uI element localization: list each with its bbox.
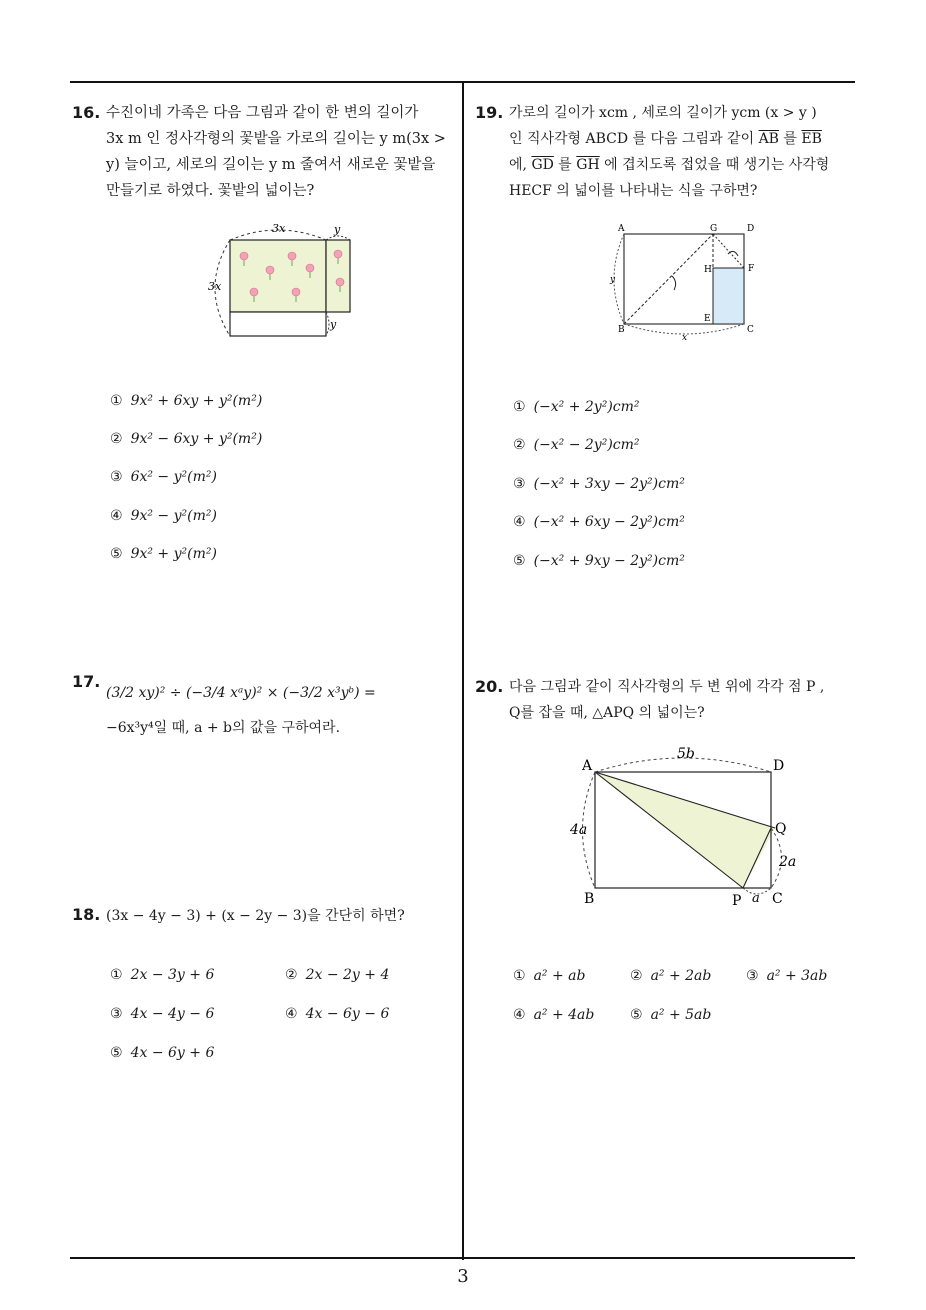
q16-top-label: 3x: [272, 222, 286, 235]
segment-gh: $\overline{GH}$: [576, 157, 600, 173]
q16-option-2[interactable]: [110, 431, 262, 447]
q19-label-y: y: [610, 275, 616, 285]
q19-label-a: A: [618, 224, 625, 234]
flower-icon: [240, 252, 248, 260]
option-mark: ④: [285, 1006, 298, 1022]
q19-option-4[interactable]: [513, 514, 685, 530]
q19-hecf: [713, 268, 744, 324]
option-text: 2x − 2y + 4: [305, 967, 390, 983]
option-text: 4x − 4y − 6: [130, 1006, 215, 1022]
option-mark: ③: [746, 968, 759, 984]
flower-icon: [266, 266, 274, 274]
q19-label-g: G: [710, 224, 718, 234]
option-mark: ①: [513, 968, 526, 984]
q20-option-4[interactable]: [513, 1007, 594, 1023]
option-text: 4x − 6y − 6: [305, 1006, 390, 1022]
q19-line3c: 에 겹치도록 접었을 때 생기는 사각형: [599, 157, 830, 173]
option-text: 4x − 6y + 6: [130, 1045, 215, 1061]
q19-label-h: H: [704, 265, 712, 275]
q20-line2: Q를 잡을 때, △APQ 의 넓이는?: [509, 705, 705, 721]
q20-option-2[interactable]: [630, 968, 711, 984]
q19-line2b: 를: [778, 131, 802, 147]
q16-removed-strip: [230, 312, 326, 336]
q19-option-1[interactable]: [513, 399, 640, 415]
q19-label-b: B: [618, 325, 625, 335]
q18-text: (3x − 4y − 3) + (x − 2y − 3)을 간단히 하면?: [106, 908, 405, 924]
q16-text: [106, 100, 456, 204]
option-text: 9x² − 6xy + y²(m²): [130, 431, 263, 447]
option-text: 9x² + 6xy + y²(m²): [130, 393, 263, 409]
option-text: 9x² − y²(m²): [130, 508, 217, 524]
option-text: a² + 2ab: [650, 968, 712, 984]
option-text: 2x − 3y + 6: [130, 967, 215, 983]
q19-line3b: 를: [553, 157, 577, 173]
q19-label-e: E: [704, 314, 711, 324]
q16-option-4[interactable]: [110, 508, 217, 524]
option-text: (−x² + 6xy − 2y²)cm²: [533, 514, 685, 530]
q19-line3a: 에,: [509, 157, 532, 173]
q20-label-left: 4a: [570, 822, 588, 838]
option-mark: ①: [110, 393, 123, 409]
q16-right-top-arc: [326, 236, 350, 240]
q19-line4: HECF 의 넓이를 나타내는 식을 구하면?: [509, 183, 758, 199]
q17-line2: −6x³y⁴일 때, a + b의 값을 구하여라.: [106, 720, 341, 736]
option-mark: ⑤: [110, 546, 123, 562]
option-text: a² + 3ab: [766, 968, 828, 984]
segment-ab: $\overline{AB}$: [758, 131, 779, 147]
flower-icon: [250, 288, 258, 296]
q19-left-arc: [614, 234, 624, 324]
q18-option-4[interactable]: [285, 1006, 389, 1022]
option-mark: ④: [513, 1007, 526, 1023]
q18-option-3[interactable]: [110, 1006, 214, 1022]
q16-side-label: 3x: [208, 280, 222, 293]
option-mark: ④: [110, 508, 123, 524]
q19-label-x: x: [682, 333, 688, 343]
q20-label-bottom: a: [752, 891, 760, 906]
q18-option-5[interactable]: [110, 1045, 214, 1061]
option-mark: ①: [110, 967, 123, 983]
q16-option-5[interactable]: [110, 546, 217, 562]
flower-icon: [288, 252, 296, 260]
option-mark: ③: [110, 1006, 123, 1022]
bottom-rule: [70, 1257, 855, 1259]
q20-label-p: P: [732, 893, 742, 909]
option-text: (−x² − 2y²)cm²: [533, 437, 640, 453]
q18-number: 18.: [72, 905, 101, 924]
q20-number: 20.: [475, 677, 504, 696]
option-mark: ②: [110, 431, 123, 447]
option-text: a² + 5ab: [650, 1007, 712, 1023]
flower-icon: [334, 250, 342, 258]
q19-angle-mark: [672, 276, 676, 290]
q20-option-1[interactable]: [513, 968, 585, 984]
option-mark: ⑤: [630, 1007, 643, 1023]
q19-number: 19.: [475, 103, 504, 122]
column-divider: [462, 82, 464, 1260]
option-mark: ⑤: [513, 553, 526, 569]
segment-eb: $\overline{EB}$: [801, 131, 822, 147]
option-mark: ④: [513, 514, 526, 530]
option-text: 9x² + y²(m²): [130, 546, 217, 562]
q19-label-c: C: [747, 325, 754, 335]
q20-option-5[interactable]: [630, 1007, 711, 1023]
q19-option-3[interactable]: [513, 476, 685, 492]
option-mark: ③: [110, 469, 123, 485]
q20-line1: 다음 그림과 같이 직사각형의 두 변 위에 각각 점 P ,: [509, 679, 825, 695]
q20-figure: [560, 740, 810, 912]
q19-text: [509, 100, 859, 204]
q17-number: 17.: [72, 672, 101, 691]
q19-line3: [509, 152, 859, 178]
q20-label-top: 5b: [677, 746, 695, 762]
q19-fold-gf: [713, 234, 744, 268]
segment-gd: $\overline{GD}$: [531, 157, 554, 173]
q19-line2a: 인 직사각형 ABCD 를 다음 그림과 같이: [509, 131, 759, 147]
option-text: a² + 4ab: [533, 1007, 595, 1023]
q19-option-5[interactable]: [513, 553, 685, 569]
option-mark: ②: [513, 437, 526, 453]
q19-label-d: D: [747, 224, 755, 234]
q19-line2: [509, 126, 859, 152]
q19-label-f: F: [748, 264, 755, 274]
option-mark: ⑤: [110, 1045, 123, 1061]
q16-figure: [200, 218, 370, 348]
option-text: (−x² + 9xy − 2y²)cm²: [533, 553, 685, 569]
q18-option-1[interactable]: [110, 967, 214, 983]
q20-option-3[interactable]: [746, 968, 827, 984]
option-mark: ①: [513, 399, 526, 415]
q16-line3: y) 늘이고, 세로의 길이는 y m 줄여서 새로운 꽃밭을: [106, 157, 436, 173]
q19-fold-bg: [624, 234, 713, 324]
q16-line4: 만들기로 하였다. 꽃밭의 넓이는?: [106, 183, 315, 199]
option-mark: ③: [513, 476, 526, 492]
q19-line1: 가로의 길이가 xcm , 세로의 길이가 ycm (x > y ): [509, 105, 817, 121]
q20-label-q: Q: [775, 821, 787, 837]
option-text: 6x² − y²(m²): [130, 469, 217, 485]
flower-icon: [336, 278, 344, 286]
option-text: (−x² + 3xy − 2y²)cm²: [533, 476, 685, 492]
q20-text: [509, 674, 859, 726]
q16-option-3[interactable]: [110, 469, 217, 485]
q20-triangle-apq: [595, 772, 775, 888]
q16-number: 16.: [72, 103, 101, 122]
q16-flower-bed: [230, 240, 326, 312]
q19-figure: [598, 218, 768, 346]
option-mark: ②: [630, 968, 643, 984]
q16-right-top-label: y: [334, 223, 341, 236]
q17-expression: (3/2 xy)² ÷ (−3/4 xᵃy)² × (−3/2 x³yᵇ) =: [106, 685, 376, 701]
q20-label-right: 2a: [779, 854, 797, 870]
q16-option-1[interactable]: [110, 393, 262, 409]
q20-label-c: C: [772, 891, 783, 907]
q18-option-2[interactable]: [285, 967, 389, 983]
q16-right-bottom-label: y: [330, 318, 337, 331]
q20-label-b: B: [584, 891, 595, 907]
q20-label-a: A: [582, 758, 593, 774]
option-text: (−x² + 2y²)cm²: [533, 399, 640, 415]
flower-icon: [292, 288, 300, 296]
option-text: a² + ab: [533, 968, 586, 984]
q19-option-2[interactable]: [513, 437, 640, 453]
q16-line1: 수진이네 가족은 다음 그림과 같이 한 변의 길이가: [106, 105, 419, 121]
q16-line2: 3x m 인 정사각형의 꽃밭을 가로의 길이는 y m(3x >: [106, 131, 446, 147]
flower-icon: [306, 264, 314, 272]
page-number: 3: [457, 1266, 469, 1287]
option-mark: ②: [285, 967, 298, 983]
q20-label-d: D: [773, 758, 785, 774]
